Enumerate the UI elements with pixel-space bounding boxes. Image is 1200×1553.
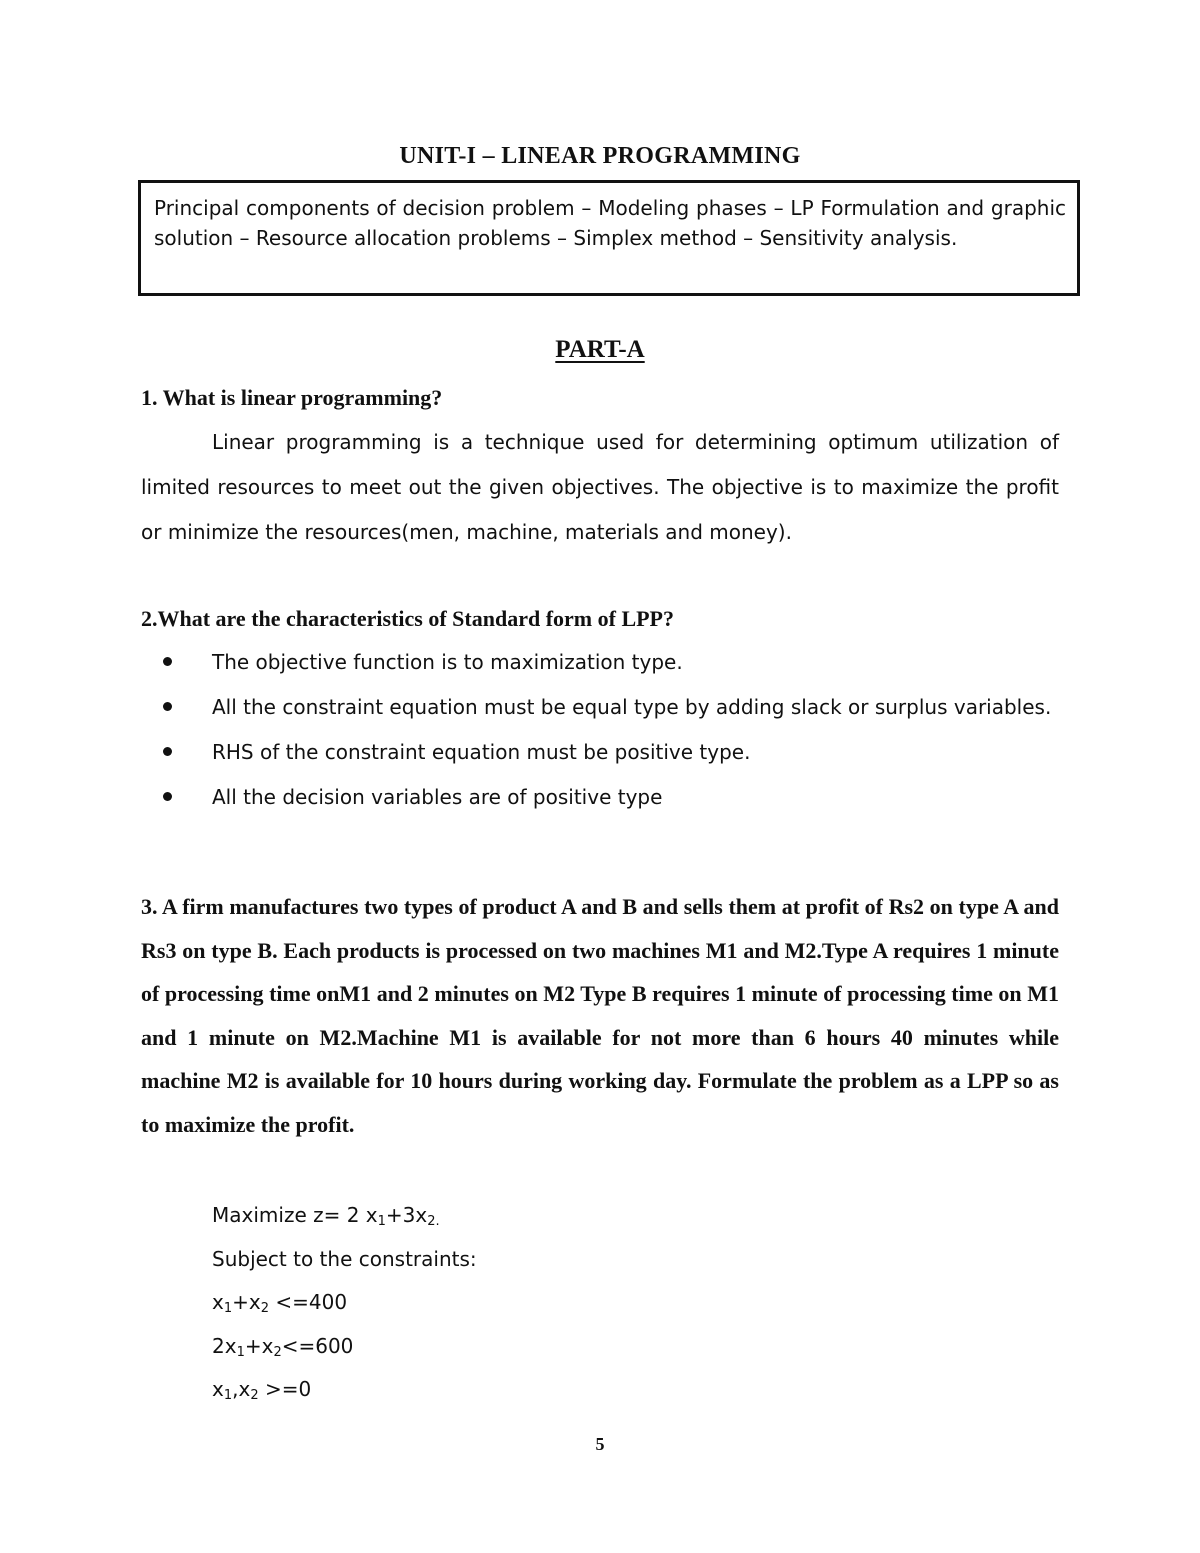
bullet-icon xyxy=(163,657,172,666)
bullet-icon xyxy=(163,702,172,711)
bullet-icon xyxy=(163,747,172,756)
list-item: RHS of the constraint equation must be positive type. xyxy=(141,730,1059,775)
constraint-2: $2x_1+x_2<=600$ xyxy=(212,1333,354,1360)
constraint-1: $x_1+x_2 <=400$ xyxy=(212,1290,348,1316)
list-item: All the constraint equation must be equal type by adding slack or surplus variables. xyxy=(141,685,1059,730)
objective-function: Maximize z= 2 $x_1+3x_{2.}$ xyxy=(212,1203,440,1229)
question-2-title: 2.What are the characteristics of Standard form of LPP? xyxy=(141,606,674,631)
question-3-title: 3. A firm manufactures two types of product A and B and sells them at profit of Rs2 on type A and Rs3 on type B. Each products is processed on two machines M1 and M2.Type A requires 1 minute of processing time onM1 and 2 minutes on M2 Type B requires 1 minute of processing time on M1 and 1 minute on M2.Machine M1 is available for not more than 6 hours 40 minutes while machine M2 is available for 10 hours during working day. Formulate the problem as a LPP so as to maximize the profit. xyxy=(141,894,1059,1137)
syllabus-text: Principal components of decision problem – Modeling phases – LP Formulation and graphic solution – Resource allocation problems – Simplex method – Sensitivity analysis. xyxy=(154,196,1066,250)
list-item: All the decision variables are of positive type xyxy=(141,775,1059,820)
part-heading-text: PART-A xyxy=(555,336,645,363)
lpp-formulation xyxy=(212,1194,477,1412)
list-item: The objective function is to maximization type. xyxy=(141,640,1059,685)
characteristics-list xyxy=(141,640,1059,820)
question-1-title: 1. What is linear programming? xyxy=(141,385,443,410)
syllabus-box xyxy=(138,180,1080,296)
non-negativity-constraint: $x_1,x_2 >=0$ xyxy=(212,1377,312,1403)
question-1-answer-text: Linear programming is a technique used for determining optimum utilization of limited resources to meet out the given objectives. The objective is to maximize the profit or minimize the resources(men, machine, materials and money). xyxy=(141,430,1059,544)
page-number: 5 xyxy=(595,1434,605,1454)
part-heading xyxy=(0,336,1200,364)
bullet-icon xyxy=(163,792,172,801)
unit-title: UNIT-I – LINEAR PROGRAMMING xyxy=(399,143,801,169)
constraints-heading: Subject to the constraints: xyxy=(212,1246,477,1271)
question-1-answer xyxy=(141,420,1059,555)
